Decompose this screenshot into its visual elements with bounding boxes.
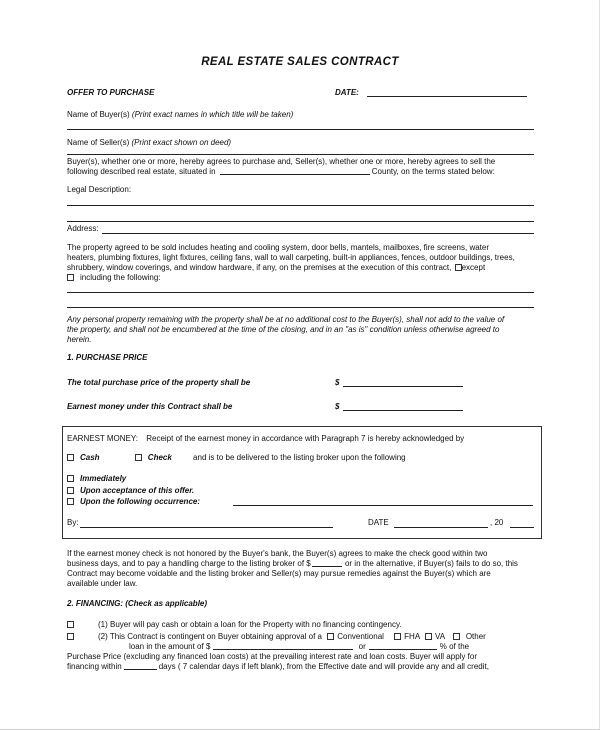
date-label: DATE:	[335, 88, 359, 97]
earnest-box-heading-row	[67, 434, 464, 443]
dishonor-line-2a: business days, and to pay a handling charge to the listing broker of $	[67, 559, 311, 568]
personal-line-2: the property, and shall not be encumbered at the time of the closing, and in an "as is" condition unless otherwise agreed to	[67, 325, 500, 334]
earnest-money-dollar: $	[335, 402, 340, 411]
cash-financing-checkbox[interactable]	[67, 621, 74, 628]
buyers-note: (Print exact names in which title will be taken)	[131, 110, 294, 119]
address-label: Address:	[67, 224, 99, 233]
financing-option-2-row	[67, 632, 486, 641]
loan-amount-row	[129, 642, 469, 651]
property-line-1: The property agreed to be sold includes heating and cooling system, door bells, mantels, mailboxes, fire screens, water	[67, 243, 489, 252]
sellers-name-field[interactable]	[67, 154, 534, 155]
check-checkbox[interactable]	[135, 454, 142, 461]
by-signature-field[interactable]	[80, 527, 333, 528]
address-field[interactable]	[102, 233, 534, 234]
option-acceptance-row	[67, 486, 194, 495]
by-label: By:	[67, 518, 79, 527]
financing-option-2: (2) This Contract is contingent on Buyer obtaining approval of a	[98, 632, 322, 641]
loan-amount-field[interactable]	[213, 649, 353, 650]
dishonor-line-2b: or in the alternative, if Buyer(s) fails to do so, this	[344, 559, 518, 568]
including-checkbox[interactable]	[67, 274, 74, 281]
fha-label: FHA	[404, 632, 420, 641]
page-title: REAL ESTATE SALES CONTRACT	[201, 56, 399, 68]
conventional-checkbox[interactable]	[327, 633, 334, 640]
handling-charge-field[interactable]	[312, 566, 342, 567]
financing-within-label: financing within	[67, 662, 122, 671]
sellers-label-row	[67, 138, 231, 147]
except-label: except	[461, 263, 486, 272]
acceptance-checkbox[interactable]	[67, 487, 74, 494]
county-field[interactable]	[220, 174, 370, 175]
occurrence-field[interactable]	[233, 505, 533, 506]
check-label: Check	[147, 453, 172, 462]
including-row	[67, 273, 161, 282]
property-line-2: heaters, plumbing fixtures, light fixtures, ceiling fans, wall to wall carpeting, built-in appliances, fences, outdoor buildings, trees,	[67, 253, 515, 262]
personal-line-1: Any personal property remaining with the property shall be at no additional cost to the Buyer(s), shall not add to the value of	[67, 315, 505, 324]
earnest-money-label: Earnest money under this Contract shall be	[67, 402, 233, 411]
property-line-3	[67, 263, 485, 272]
including-label: including the following:	[80, 273, 161, 282]
va-checkbox[interactable]	[425, 633, 432, 640]
conventional-label: Conventional	[337, 632, 384, 641]
financing-within-rest: days ( 7 calendar days if left blank), from the Effective date and will provide any and all credit,	[158, 662, 489, 671]
agreement-line-1: Buyer(s), whether one or more, hereby agrees to purchase and, Seller(s), whether one or more, hereby agrees to sell the	[67, 157, 496, 166]
legal-description-field-2[interactable]	[67, 221, 534, 222]
except-checkbox[interactable]	[455, 264, 462, 271]
or-label: or	[358, 642, 366, 651]
buyers-name-field[interactable]	[67, 129, 534, 130]
deliver-text: and is to be delivered to the listing broker upon the following	[193, 453, 406, 462]
offer-heading: OFFER TO PURCHASE	[67, 88, 155, 97]
including-field-1[interactable]	[67, 292, 534, 293]
buyers-label-row	[67, 110, 293, 119]
dishonor-line-1: If the earnest money check is not honored by the Buyer's bank, the Buyer(s) agrees to make the check good within two	[67, 549, 488, 558]
sellers-note: (Print exact shown on deed)	[131, 138, 232, 147]
total-price-field[interactable]	[343, 386, 463, 387]
other-label: Other	[465, 632, 486, 641]
purchase-price-line: Purchase Price (excluding any financed loan costs) at the prevailing interest rate and loan costs. Buyer will apply for	[67, 652, 477, 661]
sellers-label: Name of Seller(s)	[67, 138, 132, 147]
loan-contingency-checkbox[interactable]	[67, 633, 74, 640]
legal-description-field-1[interactable]	[67, 205, 534, 206]
payment-method-row	[67, 453, 406, 462]
dishonor-line-3: Contract may become voidable and the listing broker and Seller(s) may pursue remedies against the Buyer(s) which are	[67, 569, 491, 578]
earnest-box-label: EARNEST MONEY:	[67, 434, 138, 443]
dishonor-line-4: available under law.	[67, 579, 138, 588]
fha-checkbox[interactable]	[394, 633, 401, 640]
property-line-3-text: shrubbery, window coverings, and window hardware, if any, on the premises at the execution of this contract,	[67, 263, 452, 272]
agreement-line-2b: County, on the terms stated below:	[371, 167, 495, 176]
immediately-label: Immediately	[80, 474, 127, 483]
financing-heading: 2. FINANCING: (Check as applicable)	[67, 599, 208, 608]
total-price-label: The total purchase price of the property shall be	[67, 378, 251, 387]
option-occurrence-row	[67, 497, 200, 506]
percent-label: % of the	[439, 642, 470, 651]
legal-description-label: Legal Description:	[67, 185, 132, 194]
financing-option-1: (1) Buyer will pay cash or obtain a loan for the Property with no financing contingency.	[98, 620, 402, 629]
earnest-receipt-text: Receipt of the earnest money in accordance with Paragraph 7 is hereby acknowledged by	[146, 434, 465, 443]
including-field-2[interactable]	[67, 307, 534, 308]
personal-line-3: herein.	[67, 335, 92, 344]
cash-checkbox[interactable]	[67, 454, 74, 461]
buyers-label: Name of Buyer(s)	[67, 110, 132, 119]
year-field[interactable]	[510, 527, 534, 528]
acceptance-label: Upon acceptance of this offer.	[80, 486, 195, 495]
date-field[interactable]	[367, 96, 527, 97]
loan-amount-label: loan in the amount of $	[129, 642, 211, 651]
occurrence-checkbox[interactable]	[67, 498, 74, 505]
box-date-field[interactable]	[394, 527, 488, 528]
financing-within-row	[67, 662, 489, 671]
other-checkbox[interactable]	[453, 633, 460, 640]
immediately-checkbox[interactable]	[67, 475, 74, 482]
financing-option-1-row	[67, 620, 402, 629]
loan-percent-field[interactable]	[369, 649, 437, 650]
agreement-line-2	[67, 167, 495, 176]
dishonor-line-2	[67, 559, 518, 568]
cash-label: Cash	[80, 453, 100, 462]
purchase-price-heading: 1. PURCHASE PRICE	[67, 353, 148, 362]
total-price-dollar: $	[335, 378, 340, 387]
option-immediately-row	[67, 474, 126, 483]
va-label: VA	[434, 632, 445, 641]
box-date-label: DATE	[368, 518, 389, 527]
occurrence-label: Upon the following occurrence:	[80, 497, 201, 506]
financing-days-field[interactable]	[124, 669, 157, 670]
agreement-line-2a: following described real estate, situated in	[67, 167, 216, 176]
earnest-money-field[interactable]	[343, 410, 463, 411]
year-label: , 20	[490, 518, 504, 527]
